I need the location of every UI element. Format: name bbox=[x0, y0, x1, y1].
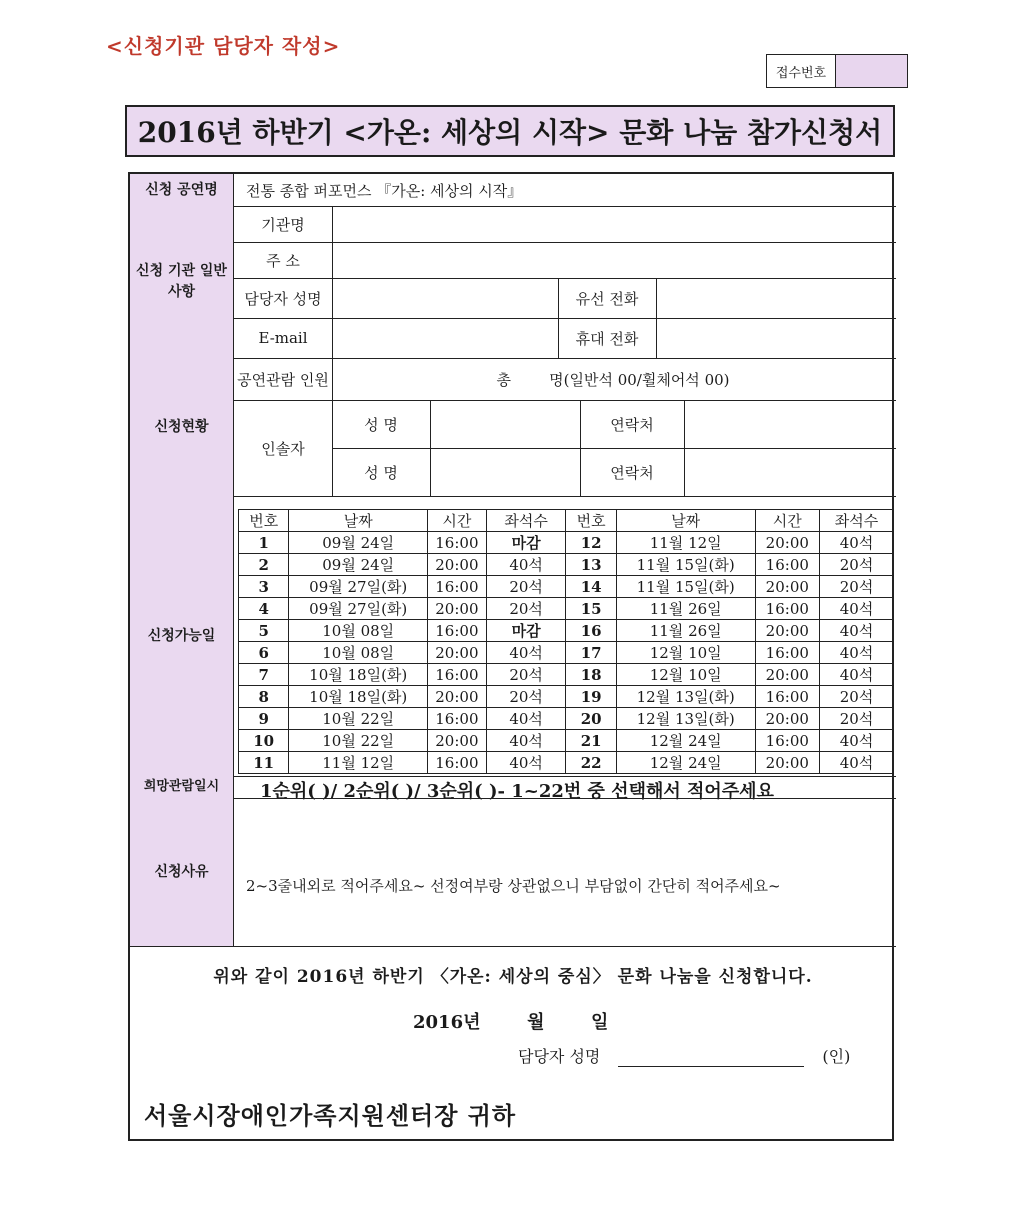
date-day: 일 bbox=[591, 1012, 609, 1033]
session-number: 6 bbox=[239, 642, 289, 664]
org-address-field[interactable] bbox=[332, 242, 894, 278]
session-number: 22 bbox=[566, 752, 616, 774]
col-header-seats: 좌석수 bbox=[486, 510, 566, 532]
preference-label: 희망관람일시 bbox=[130, 776, 234, 798]
session-date: 12월 13일(화) bbox=[616, 686, 755, 708]
schedule-row bbox=[239, 576, 894, 598]
session-date: 10월 18일(화) bbox=[289, 664, 428, 686]
reason-label: 신청사유 bbox=[130, 798, 234, 946]
leader1-contact-field[interactable] bbox=[684, 400, 894, 448]
landline-field[interactable] bbox=[656, 278, 894, 318]
session-number: 14 bbox=[566, 576, 616, 598]
schedule-row bbox=[239, 730, 894, 752]
session-time: 16:00 bbox=[428, 620, 487, 642]
session-time: 16:00 bbox=[428, 532, 487, 554]
session-date: 11월 15일(화) bbox=[616, 576, 755, 598]
mobile-field[interactable] bbox=[656, 318, 894, 358]
leader1-name-label: 성 명 bbox=[364, 415, 398, 434]
session-seats: 20석 bbox=[486, 686, 566, 708]
session-seats: 40석 bbox=[820, 752, 894, 774]
col-header-date: 날짜 bbox=[616, 510, 755, 532]
session-seats: 40석 bbox=[820, 642, 894, 664]
session-seats: 20석 bbox=[820, 576, 894, 598]
session-time: 16:00 bbox=[428, 752, 487, 774]
email-field[interactable] bbox=[332, 318, 558, 358]
session-number: 20 bbox=[566, 708, 616, 730]
email-label: E-mail bbox=[258, 329, 308, 347]
reason-value[interactable]: 2~3줄내외로 적어주세요~ 선정여부랑 상관없으니 부담없이 간단히 적어주세요~ bbox=[246, 877, 781, 895]
session-date: 12월 24일 bbox=[616, 730, 755, 752]
session-time: 20:00 bbox=[755, 752, 820, 774]
col-header-number: 번호 bbox=[566, 510, 616, 532]
seal-mark: (인) bbox=[822, 1047, 851, 1066]
session-seats: 40석 bbox=[820, 598, 894, 620]
mobile-label: 휴대 전화 bbox=[575, 329, 639, 348]
session-time: 20:00 bbox=[755, 708, 820, 730]
session-number: 5 bbox=[239, 620, 289, 642]
declaration: 위와 같이 2016년 하반기 〈가온: 세상의 중심〉 문화 나눔을 신청합니다. bbox=[213, 967, 813, 987]
leader1-contact-label: 연락처 bbox=[610, 415, 654, 434]
session-seats: 20석 bbox=[486, 664, 566, 686]
audience-value[interactable]: 총 명(일반석 00/휠체어석 00) bbox=[496, 370, 730, 389]
leader2-name-label: 성 명 bbox=[364, 463, 398, 482]
session-seats: 40석 bbox=[820, 532, 894, 554]
signer-label: 담당자 성명 bbox=[518, 1047, 601, 1066]
session-number: 4 bbox=[239, 598, 289, 620]
schedule-row bbox=[239, 686, 894, 708]
session-time: 20:00 bbox=[755, 576, 820, 598]
session-date: 09월 27일(화) bbox=[289, 598, 428, 620]
col-header-time: 시간 bbox=[755, 510, 820, 532]
schedule-row bbox=[239, 620, 894, 642]
session-number: 3 bbox=[239, 576, 289, 598]
leader2-name-field[interactable] bbox=[430, 448, 580, 496]
session-time: 16:00 bbox=[428, 664, 487, 686]
schedule-section-label: 신청가능일 bbox=[130, 496, 234, 776]
session-date: 11월 15일(화) bbox=[616, 554, 755, 576]
session-seats: 40석 bbox=[820, 664, 894, 686]
session-time: 20:00 bbox=[428, 642, 487, 664]
session-date: 11월 12일 bbox=[289, 752, 428, 774]
leader2-contact-label: 연락처 bbox=[610, 463, 654, 482]
session-date: 11월 12일 bbox=[616, 532, 755, 554]
schedule-row bbox=[239, 554, 894, 576]
session-seats: 40석 bbox=[820, 730, 894, 752]
session-date: 10월 22일 bbox=[289, 730, 428, 752]
date-year: 2016년 bbox=[413, 1012, 481, 1033]
leader1-name-field[interactable] bbox=[430, 400, 580, 448]
session-time: 20:00 bbox=[428, 554, 487, 576]
session-number: 8 bbox=[239, 686, 289, 708]
preference-value[interactable]: 1순위( )/ 2순위( )/ 3순위( )- 1~22번 중 선택해서 적어주세요 bbox=[260, 781, 774, 802]
session-number: 9 bbox=[239, 708, 289, 730]
schedule-table bbox=[238, 509, 894, 774]
session-number: 17 bbox=[566, 642, 616, 664]
session-number: 1 bbox=[239, 532, 289, 554]
session-date: 12월 13일(화) bbox=[616, 708, 755, 730]
session-time: 20:00 bbox=[428, 686, 487, 708]
application-date bbox=[413, 1008, 608, 1034]
audience-label: 공연관람 인원 bbox=[237, 370, 329, 389]
landline-label: 유선 전화 bbox=[575, 289, 639, 308]
leader2-contact-field[interactable] bbox=[684, 448, 894, 496]
session-seats: 40석 bbox=[486, 708, 566, 730]
session-number: 11 bbox=[239, 752, 289, 774]
author-note: <신청기관 담당자 작성> bbox=[106, 34, 341, 58]
session-time: 16:00 bbox=[755, 598, 820, 620]
session-number: 15 bbox=[566, 598, 616, 620]
signature-row bbox=[518, 1044, 850, 1067]
session-date: 12월 10일 bbox=[616, 664, 755, 686]
session-time: 20:00 bbox=[428, 598, 487, 620]
session-seats: 40석 bbox=[486, 730, 566, 752]
session-number: 12 bbox=[566, 532, 616, 554]
receipt-number-label: 접수번호 bbox=[767, 55, 836, 87]
session-number: 7 bbox=[239, 664, 289, 686]
application-form bbox=[128, 172, 894, 1141]
session-seats: 40석 bbox=[820, 620, 894, 642]
session-date: 12월 10일 bbox=[616, 642, 755, 664]
session-seats: 20석 bbox=[820, 686, 894, 708]
date-month: 월 bbox=[527, 1012, 545, 1033]
performance-label: 신청 공연명 bbox=[130, 174, 234, 206]
session-seats: 20석 bbox=[820, 708, 894, 730]
recipient: 서울시장애인가족지원센터장 귀하 bbox=[144, 1101, 517, 1130]
session-date: 10월 08일 bbox=[289, 642, 428, 664]
session-seats: 40석 bbox=[486, 642, 566, 664]
session-number: 2 bbox=[239, 554, 289, 576]
session-number: 16 bbox=[566, 620, 616, 642]
session-seats: 마감 bbox=[486, 620, 566, 642]
schedule-header-row bbox=[239, 510, 894, 532]
schedule-row bbox=[239, 598, 894, 620]
session-seats: 20석 bbox=[486, 576, 566, 598]
org-name-field[interactable] bbox=[332, 206, 894, 242]
session-date: 10월 08일 bbox=[289, 620, 428, 642]
session-time: 16:00 bbox=[755, 554, 820, 576]
leader-label: 인솔자 bbox=[261, 439, 305, 458]
session-time: 20:00 bbox=[755, 664, 820, 686]
receipt-number-box bbox=[766, 54, 908, 88]
session-date: 11월 26일 bbox=[616, 620, 755, 642]
col-header-date: 날짜 bbox=[289, 510, 428, 532]
session-number: 10 bbox=[239, 730, 289, 752]
col-header-seats: 좌석수 bbox=[820, 510, 894, 532]
session-seats: 20석 bbox=[820, 554, 894, 576]
schedule-row bbox=[239, 752, 894, 774]
session-date: 09월 27일(화) bbox=[289, 576, 428, 598]
session-number: 13 bbox=[566, 554, 616, 576]
schedule-row bbox=[239, 708, 894, 730]
session-seats: 40석 bbox=[486, 752, 566, 774]
contact-name-label: 담당자 성명 bbox=[244, 289, 322, 308]
session-time: 16:00 bbox=[755, 642, 820, 664]
session-number: 18 bbox=[566, 664, 616, 686]
performance-value: 전통 종합 퍼포먼스 『가온: 세상의 시작』 bbox=[246, 181, 523, 200]
session-time: 16:00 bbox=[755, 686, 820, 708]
session-time: 16:00 bbox=[755, 730, 820, 752]
org-section-label: 신청 기관 일반 사항 bbox=[130, 206, 234, 358]
session-number: 21 bbox=[566, 730, 616, 752]
session-date: 10월 18일(화) bbox=[289, 686, 428, 708]
session-seats: 40석 bbox=[486, 554, 566, 576]
signer-name-field[interactable] bbox=[618, 1048, 804, 1067]
session-time: 16:00 bbox=[428, 576, 487, 598]
session-time: 20:00 bbox=[428, 730, 487, 752]
session-number: 19 bbox=[566, 686, 616, 708]
session-seats: 20석 bbox=[486, 598, 566, 620]
receipt-number-field[interactable] bbox=[836, 55, 907, 87]
schedule-row bbox=[239, 642, 894, 664]
contact-name-field[interactable] bbox=[332, 278, 558, 318]
col-header-number: 번호 bbox=[239, 510, 289, 532]
session-date: 12월 24일 bbox=[616, 752, 755, 774]
org-address-label: 주 소 bbox=[266, 251, 300, 270]
session-time: 20:00 bbox=[755, 620, 820, 642]
form-title: 2016년 하반기 <가온: 세상의 시작> 문화 나눔 참가신청서 bbox=[125, 105, 895, 157]
session-date: 10월 22일 bbox=[289, 708, 428, 730]
session-time: 16:00 bbox=[428, 708, 487, 730]
session-date: 09월 24일 bbox=[289, 532, 428, 554]
status-section-label: 신청현황 bbox=[130, 358, 234, 496]
session-date: 11월 26일 bbox=[616, 598, 755, 620]
schedule-row bbox=[239, 532, 894, 554]
session-time: 20:00 bbox=[755, 532, 820, 554]
org-name-label: 기관명 bbox=[261, 215, 305, 234]
col-header-time: 시간 bbox=[428, 510, 487, 532]
session-date: 09월 24일 bbox=[289, 554, 428, 576]
schedule-row bbox=[239, 664, 894, 686]
session-seats: 마감 bbox=[486, 532, 566, 554]
